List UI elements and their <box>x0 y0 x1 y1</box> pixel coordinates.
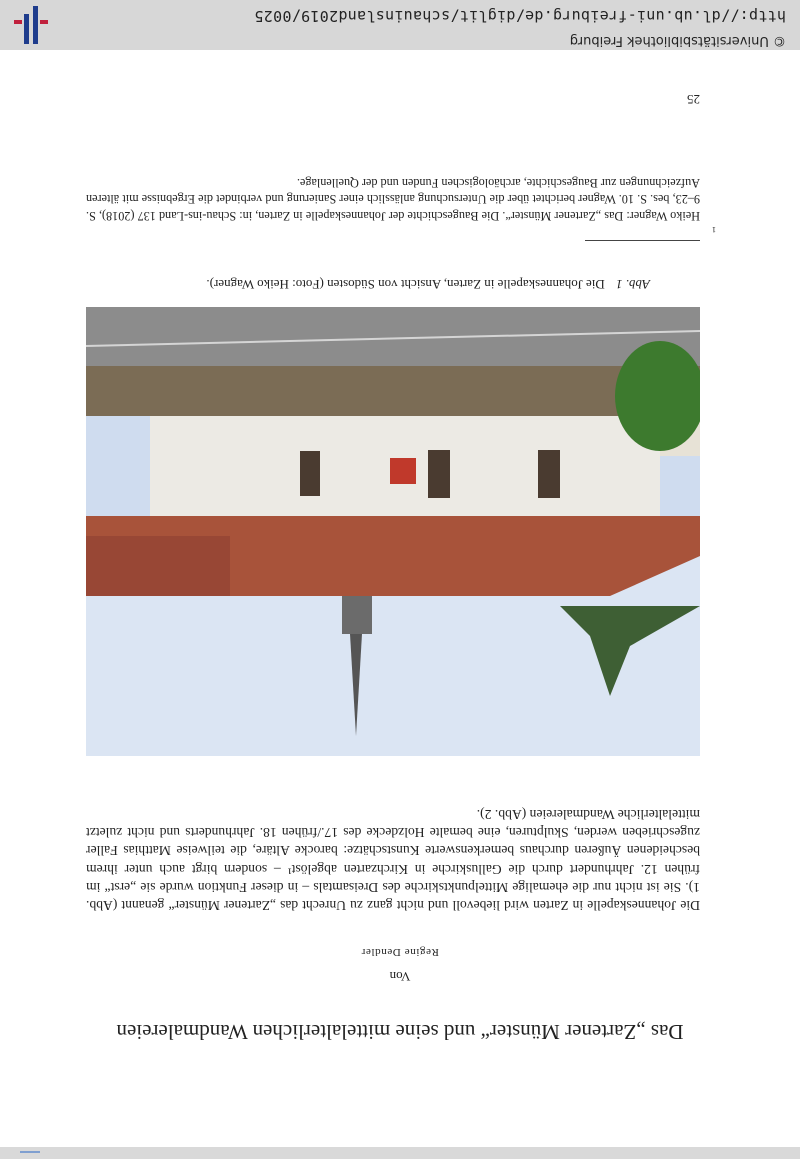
figure-caption <box>86 276 650 292</box>
article-title: Das „Zartener Münster“ und seine mittelalterlichen Wandmalereien <box>116 1020 684 1044</box>
logo-bar-red-1 <box>40 20 48 24</box>
author-name: Regine Dendler <box>361 946 439 958</box>
photo-vegetation <box>86 366 700 416</box>
footnote-text: Heiko Wagner: Das „Zartener Münster“. Die Baugeschichte der Johanneskapelle in Zarten, in: Schau-ins-Land 137 (2018), S. 9–23, bes. S. 10. Wagner berichtet über die Untersuchung anlässlich einer Sanierung und verbindet die Ergebnisse mit älteren Aufzeichnungen zur Baugeschichte, archäologischen Funden und der Quellenlage. <box>86 176 700 223</box>
footer-bar <box>0 0 800 50</box>
logo-bar-blue-2 <box>24 14 29 44</box>
ub-freiburg-logo-icon <box>8 4 56 46</box>
photo-window-3 <box>538 450 560 498</box>
body-paragraph: Die Johanneskapelle in Zarten wird liebevoll und nicht ganz zu Unrecht das „Zartener Münster“ genannt (Abb. 1). Sie ist nicht nur die ehemalige Mittelpunktskirche des Dreisamtals – in dieser Funktion wurde sie „erst“ im frühen 12. Jahrhundert durch die Galluskirche in Kirchzarten abgelöst¹ – sondern birgt auch unter ihrem bescheidenen Äußeren durchaus bemerkenswerte Kunstschätze: barocke Altäre, die teilweise Matthias Faller zugeschrieben werden, Skulpturen, eine bemalte Holzdecke des 17./frühen 18. Jahrhunderts und nicht zuletzt mittelalterliche Wandmalereien (Abb. 2). <box>86 806 700 913</box>
photo-wall-emblem <box>390 458 416 484</box>
photo-window-1 <box>300 451 320 496</box>
church-photo <box>86 307 700 756</box>
source-url[interactable]: http://dl.ub.uni-freiburg.de/diglit/schauinsland2019/0025 <box>254 7 786 25</box>
logo-bar-red-2 <box>14 20 22 24</box>
footnote-number: 1 <box>712 225 716 234</box>
library-credit: © Universitätsbibliothek Freiburg <box>569 33 786 48</box>
top-strip-mark <box>20 1151 40 1153</box>
top-strip <box>0 1147 800 1159</box>
photo-window-2 <box>428 450 450 498</box>
caption-label: Abb. 1 <box>616 277 650 292</box>
byline-von: Von <box>389 969 411 984</box>
caption-text: Die Johanneskapelle in Zarten, Ansicht von Südosten (Foto: Heiko Wagner). <box>206 277 605 292</box>
footnote-rule <box>585 240 700 241</box>
photo-roof-annex <box>86 536 230 596</box>
photo-road <box>86 307 700 366</box>
logo-bar-blue-1 <box>33 6 38 44</box>
page-number: 25 <box>687 92 700 107</box>
